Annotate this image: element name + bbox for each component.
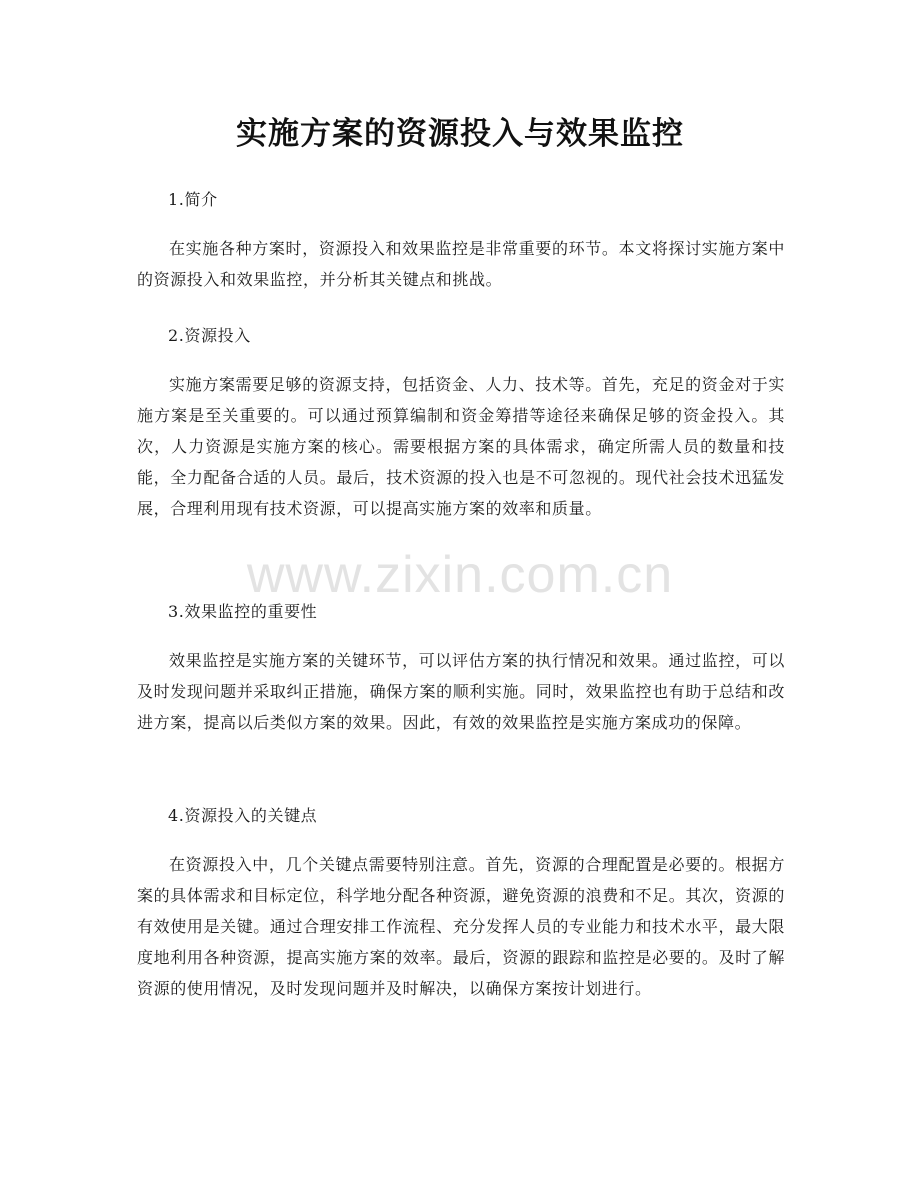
section-heading-intro: 1.简介 xyxy=(168,190,218,209)
section-heading-monitoring-importance: 3.效果监控的重要性 xyxy=(168,602,318,621)
page-title: 实施方案的资源投入与效果监控 xyxy=(236,116,684,152)
section-heading-resource-input: 2.资源投入 xyxy=(168,326,251,345)
section-paragraph-monitoring-importance: 效果监控是实施方案的关键环节，可以评估方案的执行情况和效果。通过监控，可以及时发现问题并采取纠正措施，确保方案的顺利实施。同时，效果监控也有助于总结和改进方案，提高以后类似方案的效果。因此，有效的效果监控是实施方案成功的保障。 xyxy=(137,651,785,732)
section-paragraph-intro: 在实施各种方案时，资源投入和效果监控是非常重要的环节。本文将探讨实施方案中的资源投入和效果监控，并分析其关键点和挑战。 xyxy=(137,239,785,289)
section-heading-resource-keypoints: 4.资源投入的关键点 xyxy=(168,806,318,825)
section-paragraph-resource-keypoints: 在资源投入中，几个关键点需要特别注意。首先，资源的合理配置是必要的。根据方案的具体需求和目标定位，科学地分配各种资源，避免资源的浪费和不足。其次，资源的有效使用是关键。通过合理安排工作流程、充分发挥人员的专业能力和技术水平，最大限度地利用各种资源，提高实施方案的效率。最后，资源的跟踪和监控是必要的。及时了解资源的使用情况，及时发现问题并及时解决，以确保方案按计划进行。 xyxy=(137,855,785,998)
section-paragraph-resource-input: 实施方案需要足够的资源支持，包括资金、人力、技术等。首先，充足的资金对于实施方案是至关重要的。可以通过预算编制和资金筹措等途径来确保足够的资金投入。其次，人力资源是实施方案的核心。需要根据方案的具体需求，确定所需人员的数量和技能，全力配备合适的人员。最后，技术资源的投入也是不可忽视的。现代社会技术迅猛发展，合理利用现有技术资源，可以提高实施方案的效率和质量。 xyxy=(137,375,785,518)
watermark: www.zixin.com.cn xyxy=(246,546,674,604)
